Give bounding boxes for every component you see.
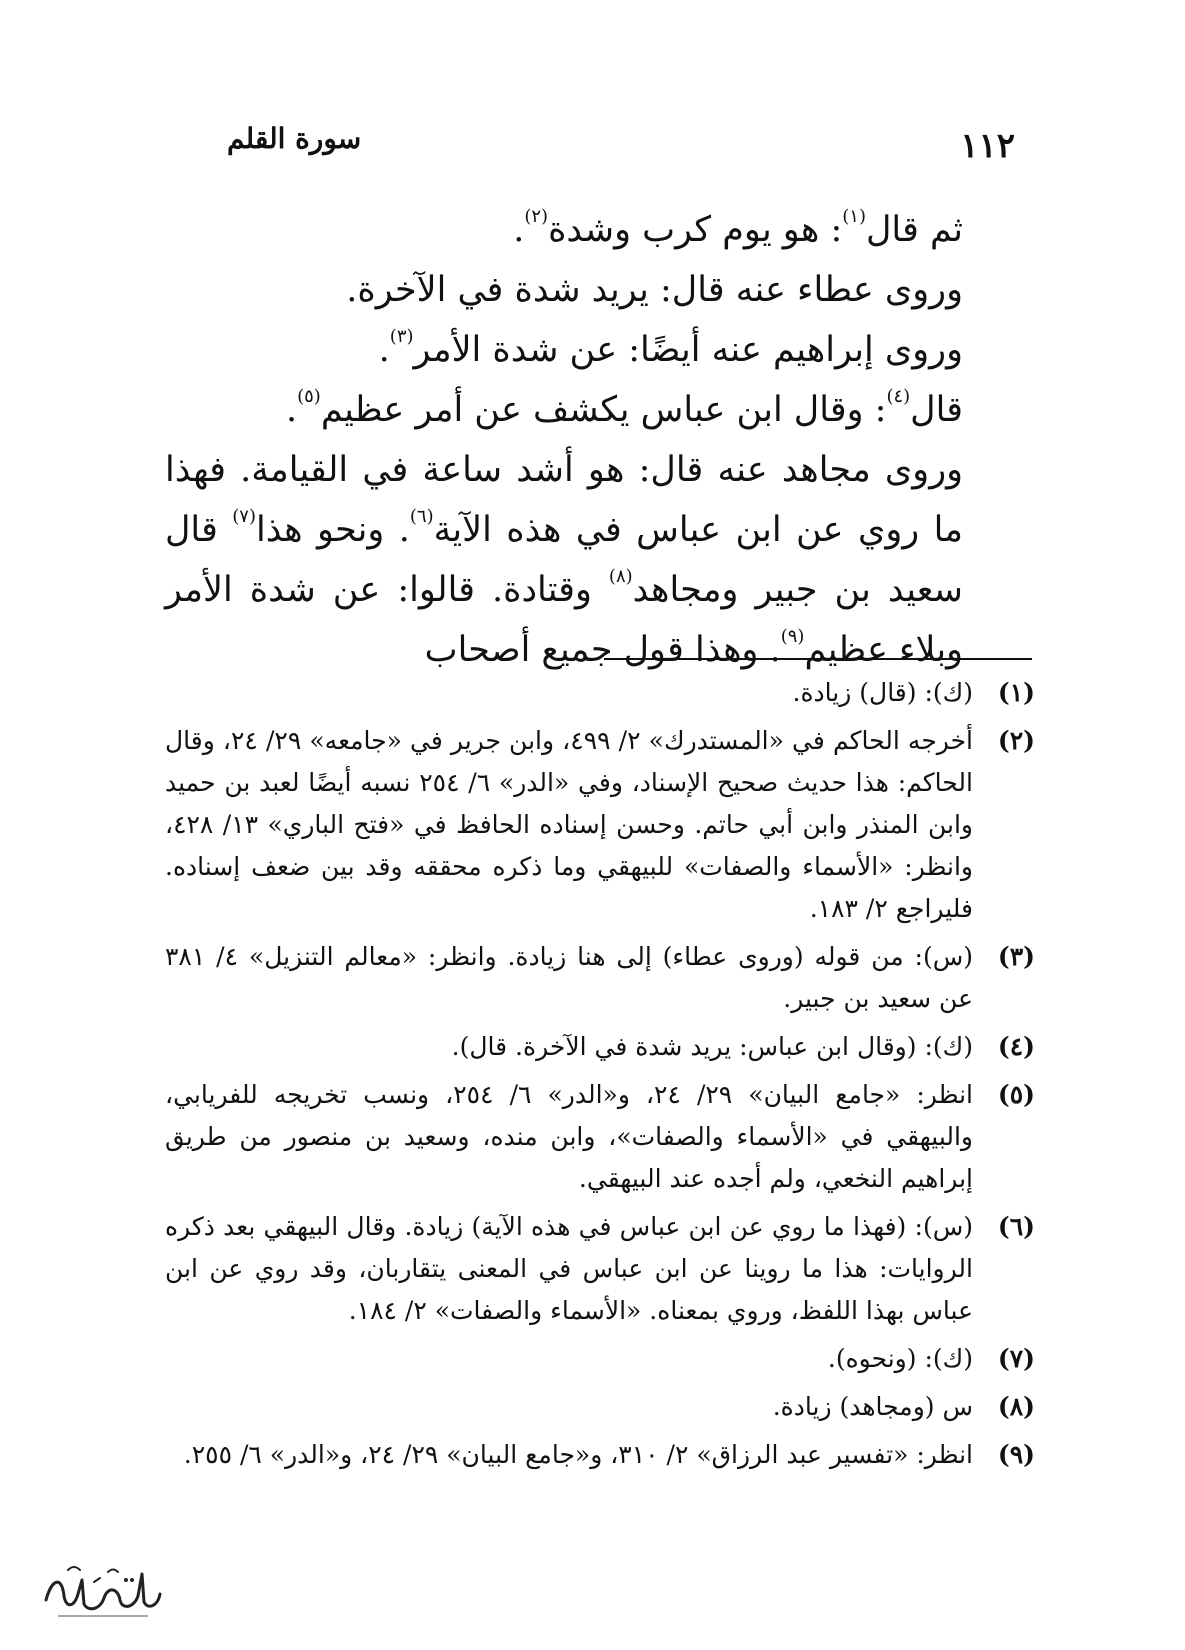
footnote-item (165, 1206, 1035, 1332)
footnote-separator (604, 658, 1032, 660)
surah-title: سورة القلم (227, 122, 362, 155)
footnote-text: (س): (فهذا ما روي عن ابن عباس في هذه الآية) زيادة. وقال البيهقي بعد ذكره الروايات: هذا ما روينا عن ابن عباس في المعنى يتقاربان، وقد روي عن ابن عباس بهذا اللفظ، وروي بمعناه. «الأسماء والصفات» ٢/ ١٨٤. (165, 1212, 973, 1325)
main-text (165, 200, 1035, 680)
footnote-number: (٩) (997, 1440, 1035, 1469)
main-line-1: ثم قال$^{(١)}$: هو يوم كرب وشدة$^{(٢)}$. (513, 206, 963, 250)
footnote-ref-7: (٧) (232, 506, 256, 528)
calligraphy-logo-svg (38, 1560, 168, 1624)
footnote-ref-6: (٦) (409, 506, 434, 528)
footnote-ref-8: (٨) (608, 566, 633, 588)
footnote-item (165, 936, 1035, 1020)
footnote-text: (ك): (ونحوه). (827, 1344, 973, 1373)
calligraphy-logo-icon (38, 1560, 168, 1624)
footnote-ref-2: (٢) (524, 206, 549, 228)
footnote-number: (٣) (997, 942, 1035, 971)
footnote-number: (٤) (997, 1032, 1035, 1061)
page-header (215, 118, 1015, 178)
main-line-3: وروى إبراهيم عنه أيضًا: عن شدة الأمر$^{(٣)}$. (378, 326, 963, 370)
footnote-ref-4: (٤) (886, 386, 911, 408)
footnote-text: أخرجه الحاكم في «المستدرك» ٢/ ٤٩٩، وابن جرير في «جامعه» ٢٩/ ٢٤، وقال الحاكم: هذا حديث صحيح الإسناد، وفي «الدر» ٦/ ٢٥٤ نسبه أيضًا لعبد بن حميد وابن المنذر وابن أبي حاتم. وحسن إسناده الحافظ في «فتح الباري» ١٣/ ٤٢٨، وانظر: «الأسماء والصفات» للبيهقي وما ذكره محققه وقد بين ضعف إسناده. فليراجع ٢/ ١٨٣. (165, 726, 974, 923)
footnote-text: (ك): (وقال ابن عباس: يريد شدة في الآخرة. قال). (451, 1032, 973, 1061)
footnote-number: (٦) (997, 1212, 1035, 1241)
footnote-number: (٢) (997, 726, 1035, 755)
footnote-item (165, 1026, 1035, 1068)
footnote-text: انظر: «جامع البيان» ٢٩/ ٢٤، و«الدر» ٦/ ٢٥٤، ونسب تخريجه للفريابي، والبيهقي في «الأسماء والصفات»، وابن منده، وسعيد بن منصور من طريق إبراهيم النخعي، ولم أجده عند البيهقي. (165, 1080, 973, 1193)
page-number: ١١٢ (960, 126, 1015, 166)
footnote-ref-1: (١) (842, 206, 866, 228)
main-line-4: قال$^{(٤)}$: وقال ابن عباس يكشف عن أمر عظيم$^{(٥)}$. (285, 386, 963, 430)
footnote-number: (١) (997, 678, 1035, 707)
footnote-number: (٧) (997, 1344, 1035, 1373)
footnote-ref-9: (٩) (780, 626, 805, 648)
footnote-item (165, 1074, 1035, 1200)
footnote-number: (٥) (997, 1080, 1035, 1109)
main-line-2: وروى عطاء عنه قال: يريد شدة في الآخرة. (346, 270, 963, 310)
footnote-ref-3: (٣) (389, 326, 414, 348)
footnotes (165, 672, 1035, 1482)
footnote-item (165, 1338, 1035, 1380)
footnote-item (165, 720, 1035, 930)
footnote-item (165, 672, 1035, 714)
footnote-number: (٨) (997, 1392, 1035, 1421)
footnote-ref-5: (٥) (297, 386, 321, 408)
footnote-item (165, 1434, 1035, 1476)
footnote-text: س (ومجاهد) زيادة. (772, 1392, 973, 1421)
footnote-text: (ك): (قال) زيادة. (792, 678, 973, 707)
footnote-item (165, 1386, 1035, 1428)
footnote-text: (س): من قوله (وروى عطاء) إلى هنا زيادة. وانظر: «معالم التنزيل» ٤/ ٣٨١ عن سعيد بن جبير. (165, 942, 973, 1013)
footnote-text: انظر: «تفسير عبد الرزاق» ٢/ ٣١٠، و«جامع البيان» ٢٩/ ٢٤، و«الدر» ٦/ ٢٥٥. (183, 1440, 973, 1469)
main-paragraph-5: وروى مجاهد عنه قال: هو أشد ساعة في القيامة. فهذا ما روي عن ابن عباس في هذه الآية$^{(٦)}$. ونحو هذا$^{(٧)}$ قال سعيد بن جبير ومجاهد$^{(٨)}$ وقتادة. قالوا: عن شدة الأمر وبلاء عظيم$^{(٩)}$. وهذا قول جميع أصحاب (165, 450, 964, 670)
